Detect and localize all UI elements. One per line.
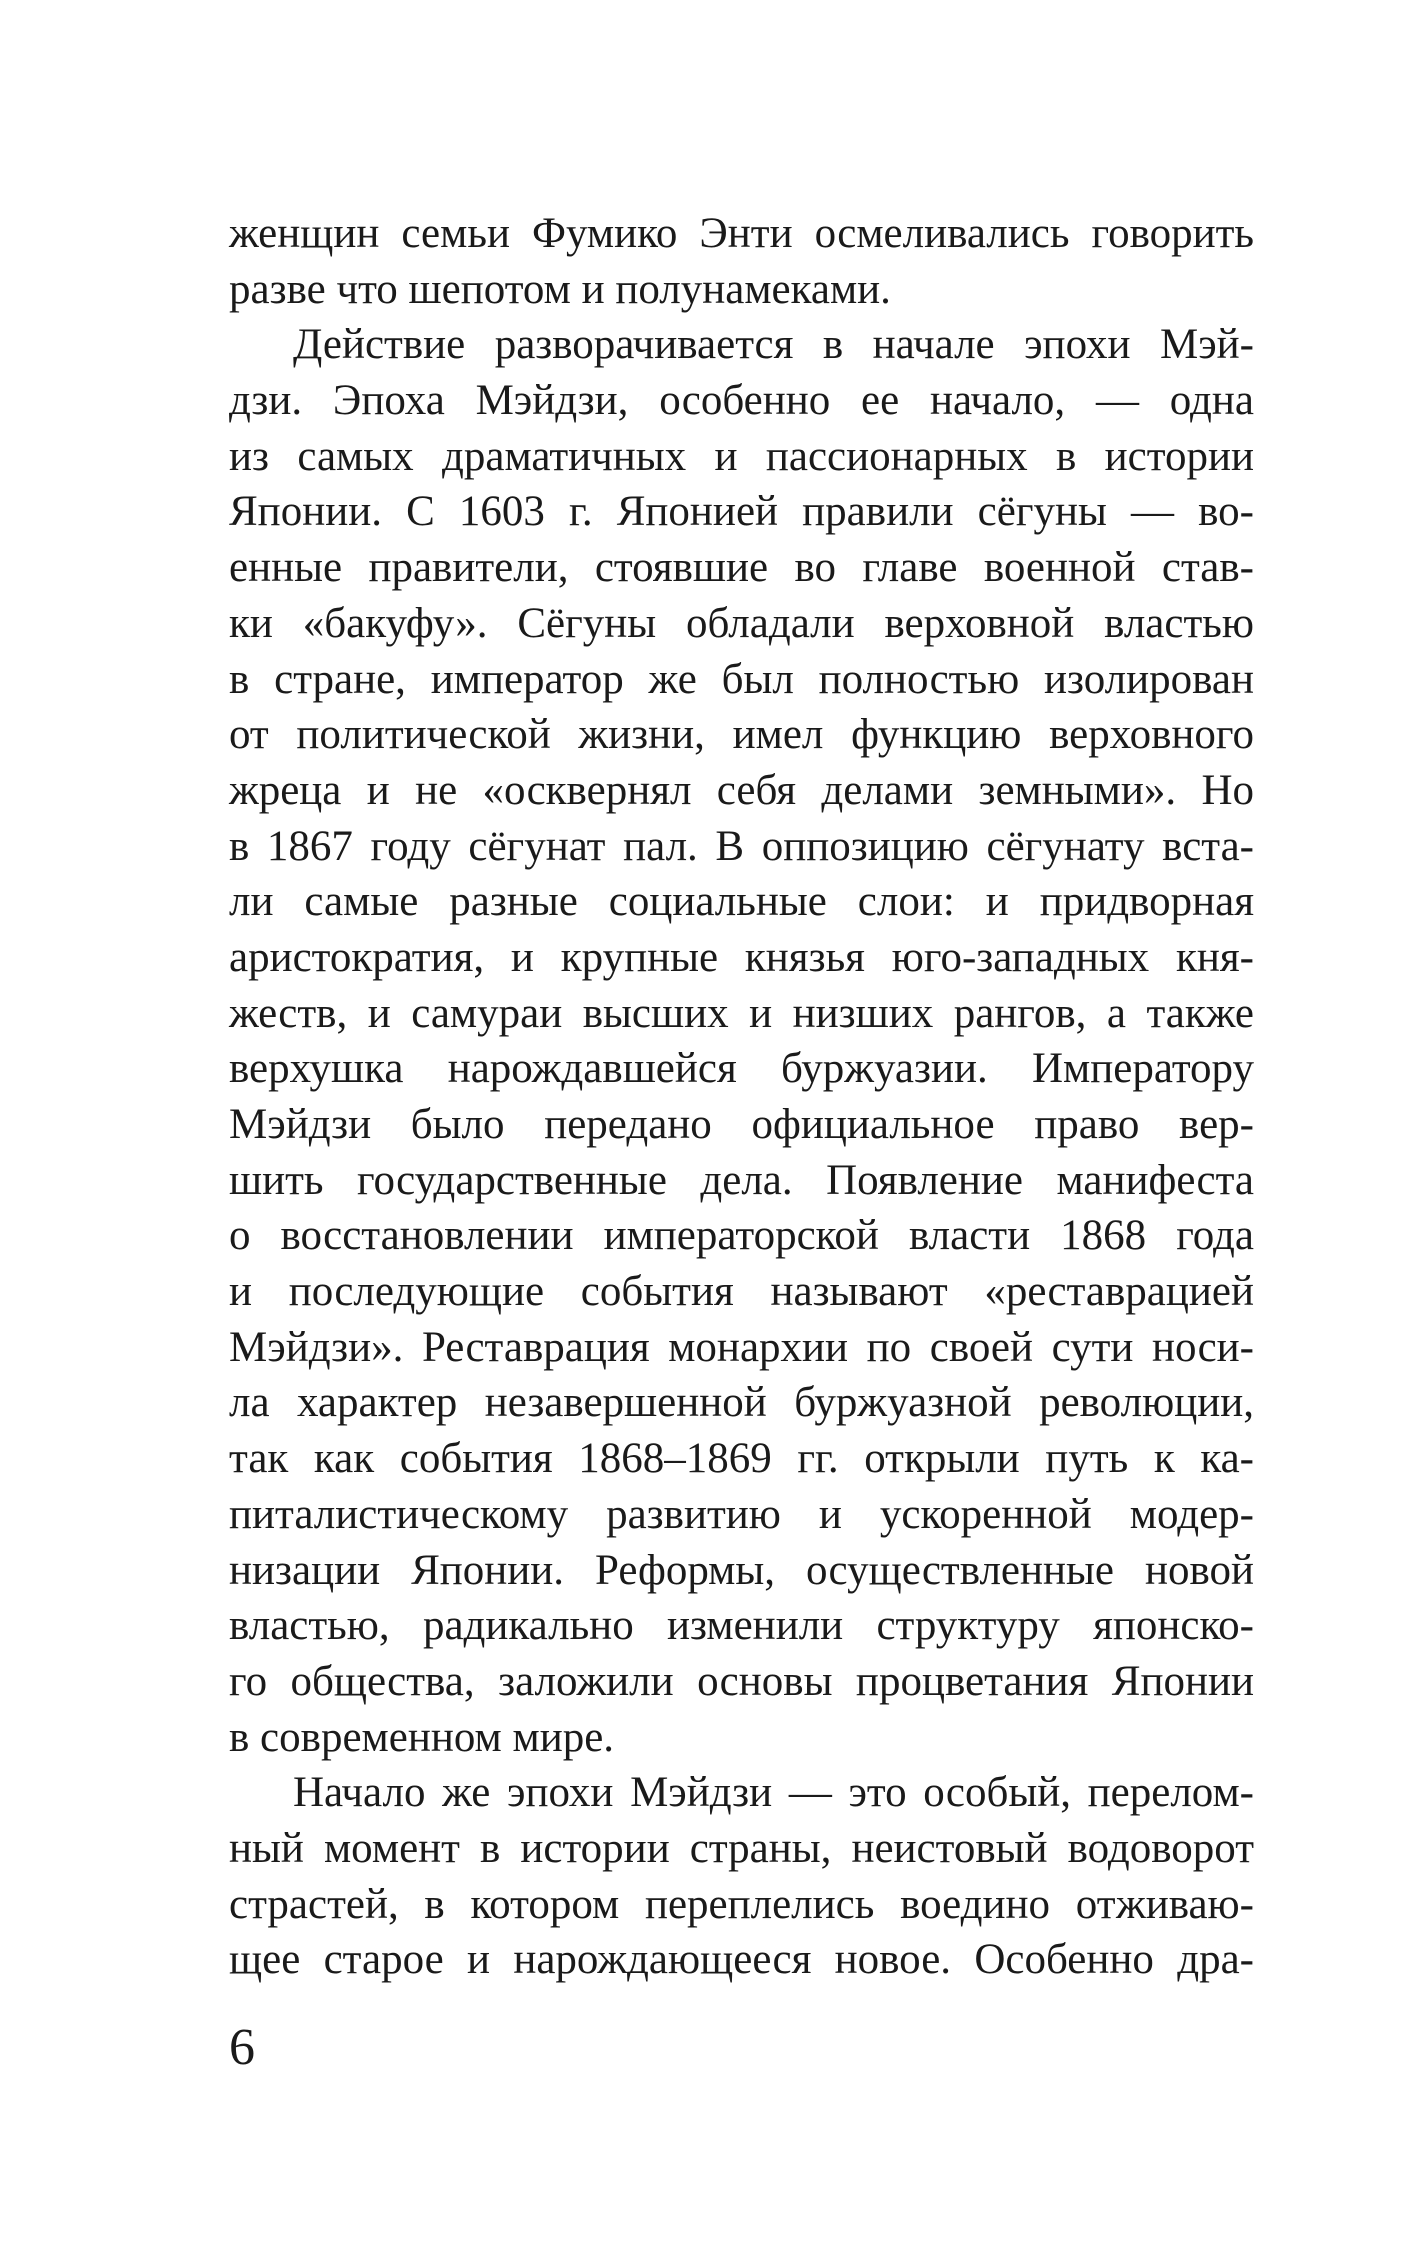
text-line: Мэйдзи». Реставрация монархии по своей сути носи- [229,1323,1254,1371]
text-line: ки «бакуфу». Сёгуны обладали верховной властью [229,599,1254,647]
text-line: страстей, в котором переплелись воедино отживаю- [229,1880,1254,1928]
text-line: ный момент в истории страны, неистовый водоворот [229,1824,1254,1872]
text-line: ли самые разные социальные слои: и придворная [229,878,1254,926]
text-line: жреца и не «осквернял себя делами земными». Но [229,766,1254,814]
text-line: так как события 1868–1869 гг. открыли путь к ка- [229,1435,1254,1483]
text-line: в 1867 году сёгунат пал. В оппозицию сёгунату вста- [229,822,1254,870]
text-line: в современном мире. [229,1713,615,1761]
text-line: шить государственные дела. Появление манифеста [229,1156,1254,1204]
text-line: енные правители, стоявшие во главе военной став- [229,544,1254,592]
text-line: дзи. Эпоха Мэйдзи, особенно ее начало, — одна [229,377,1254,425]
text-line: и последующие события называют «реставрацией [229,1268,1254,1316]
text-line: разве что шепотом и полунамеками. [229,265,891,313]
text-line: женщин семьи Фумико Энти осмеливались говорить [229,210,1254,257]
text-line: низации Японии. Реформы, осуществленные новой [229,1546,1254,1594]
text-line: Действие разворачивается в начале эпохи Мэй- [293,321,1254,369]
page-number: 6 [229,2019,255,2076]
page-body-text [229,206,1254,1988]
text-line: го общества, заложили основы процветания Японии [229,1657,1254,1705]
text-line: в стране, император же был полностью изолирован [229,655,1254,703]
text-line: Японии. С 1603 г. Японией правили сёгуны — во- [229,488,1254,536]
text-line: о восстановлении императорской власти 1868 года [229,1212,1254,1260]
text-line: щее старое и нарождающееся новое. Особенно дра- [229,1936,1254,1984]
text-line: питалистическому развитию и ускоренной модер- [229,1490,1254,1538]
text-line: аристократия, и крупные князья юго-западных кня- [229,933,1254,981]
text-line: Мэйдзи было передано официальное право вер- [229,1101,1254,1148]
text-line: верхушка нарождавшейся буржуазии. Императору [229,1045,1254,1093]
text-line: жеств, и самураи высших и низших рангов, а также [229,989,1254,1037]
paragraph [229,1765,1254,1988]
text-line: от политической жизни, имел функцию верховного [229,711,1254,759]
text-line: из самых драматичных и пассионарных в истории [229,432,1254,480]
text-line: Начало же эпохи Мэйдзи — это особый, перелом- [293,1769,1254,1817]
paragraph [229,206,1254,317]
paragraph [229,317,1254,1765]
text-line: властью, радикально изменили структуру японско- [229,1602,1254,1650]
text-line: ла характер незавершенной буржуазной революции, [229,1379,1254,1427]
